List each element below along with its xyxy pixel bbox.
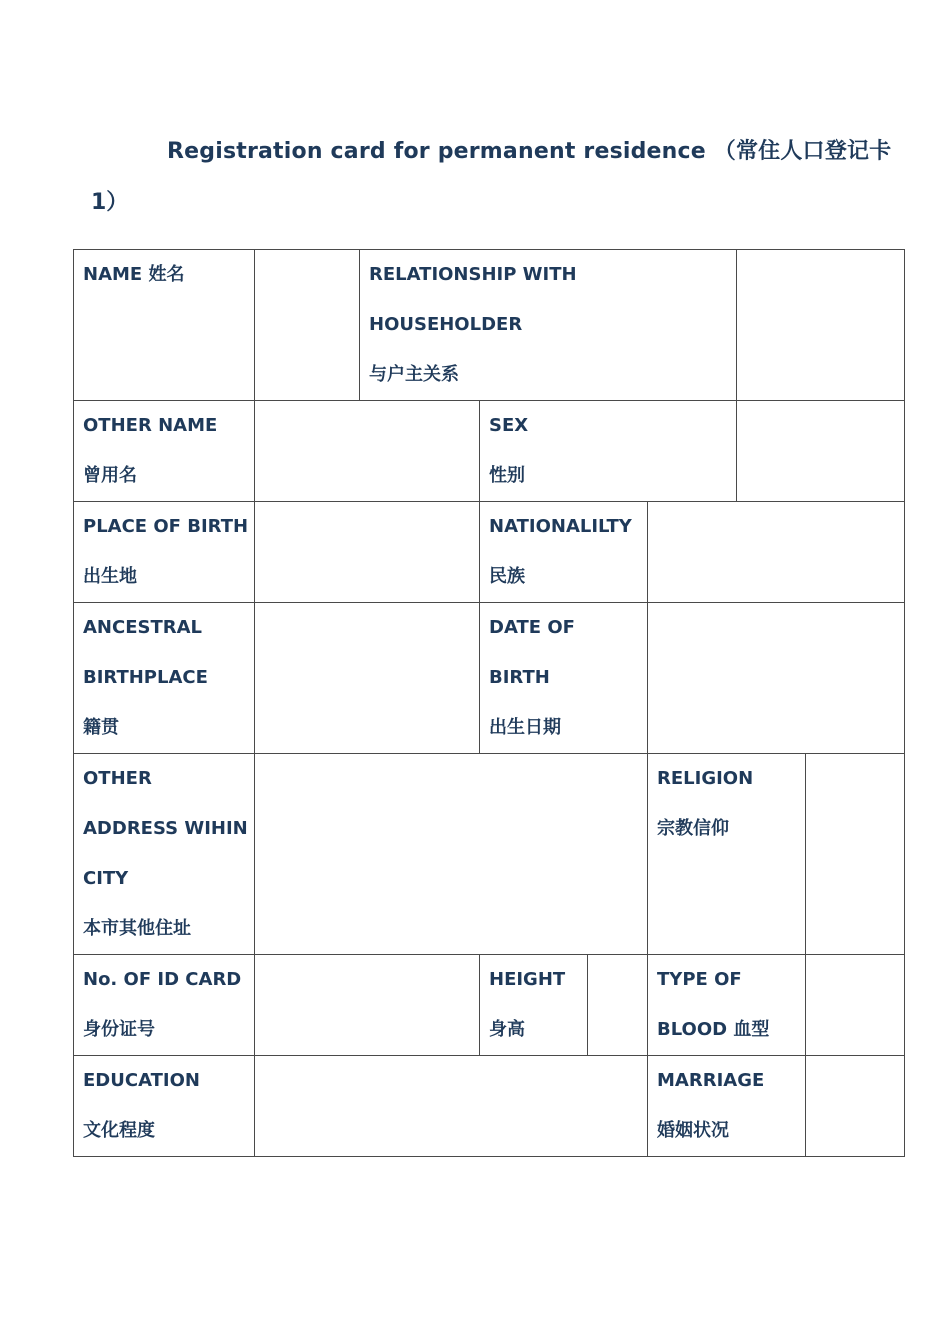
nationality-label-line-2: 民族 [489, 566, 525, 587]
place-of-birth-label-line-1: PLACE OF BIRTH [83, 516, 249, 537]
date-of-birth-label-line-1: DATE OF [489, 617, 575, 638]
religion-label-line-1: RELIGION [657, 768, 754, 789]
other-address-label-line-1: OTHER [83, 768, 152, 789]
marriage-value-cell[interactable] [806, 1056, 905, 1157]
ancestral-label-cell [74, 603, 255, 754]
date-of-birth-value-cell[interactable] [648, 603, 905, 754]
relationship-label-cell [360, 250, 737, 401]
date-of-birth-label-line-3: 出生日期 [489, 717, 561, 738]
other-address-label-cell [74, 754, 255, 955]
marriage-label-cell [648, 1056, 806, 1157]
sex-label-line-1: SEX [489, 415, 529, 436]
sex-label-cell [480, 401, 737, 502]
sex-label-line-2: 性别 [489, 465, 525, 486]
id-card-label-cell [74, 955, 255, 1056]
ancestral-label-line-1: ANCESTRAL [83, 617, 203, 638]
relationship-label-line-2: HOUSEHOLDER [369, 314, 523, 335]
religion-value-cell[interactable] [806, 754, 905, 955]
sex-value-cell[interactable] [737, 401, 905, 502]
id-card-label-line-1: No. OF ID CARD [83, 969, 242, 990]
other-address-label-line-4: 本市其他住址 [83, 918, 191, 939]
other-address-label-line-2: ADDRESS WIHIN [83, 818, 248, 839]
height-label-line-2: 身高 [489, 1019, 525, 1040]
other-address-label-line-3: CITY [83, 868, 129, 889]
ancestral-label-line-2: BIRTHPLACE [83, 667, 208, 688]
other-name-label-cell [74, 401, 255, 502]
name-label: NAME 姓名 [83, 264, 185, 285]
marriage-label-line-1: MARRIAGE [657, 1070, 765, 1091]
relationship-value-cell[interactable] [737, 250, 905, 401]
form-title: Registration card for permanent residence （常住人口登记卡 [167, 139, 892, 164]
education-value-cell[interactable] [255, 1056, 648, 1157]
education-label-line-1: EDUCATION [83, 1070, 200, 1091]
relationship-label-line-1: RELATIONSHIP WITH [369, 264, 577, 285]
name-value-cell[interactable] [255, 250, 360, 401]
height-value-cell[interactable] [588, 955, 648, 1056]
nationality-label-cell [480, 502, 648, 603]
religion-label-line-2: 宗教信仰 [657, 818, 729, 839]
education-label-line-2: 文化程度 [83, 1120, 155, 1141]
other-name-label-line-1: OTHER NAME [83, 415, 218, 436]
registration-form-table [73, 249, 905, 1157]
place-of-birth-label-line-2: 出生地 [83, 566, 137, 587]
ancestral-value-cell[interactable] [255, 603, 480, 754]
marriage-label-line-2: 婚姻状况 [657, 1120, 729, 1141]
blood-type-label-line-2: BLOOD 血型 [657, 1019, 770, 1040]
other-address-value-cell[interactable] [255, 754, 648, 955]
height-label-line-1: HEIGHT [489, 969, 566, 990]
form-title-continuation: 1） [91, 190, 129, 215]
date-of-birth-label-line-2: BIRTH [489, 667, 550, 688]
place-of-birth-label-cell [74, 502, 255, 603]
other-name-value-cell[interactable] [255, 401, 480, 502]
id-card-value-cell[interactable] [255, 955, 480, 1056]
other-name-label-line-2: 曾用名 [83, 465, 137, 486]
height-label-cell [480, 955, 588, 1056]
religion-label-cell [648, 754, 806, 955]
education-label-cell [74, 1056, 255, 1157]
place-of-birth-value-cell[interactable] [255, 502, 480, 603]
date-of-birth-label-cell [480, 603, 648, 754]
nationality-value-cell[interactable] [648, 502, 905, 603]
relationship-label-line-3: 与户主关系 [369, 364, 459, 385]
ancestral-label-line-3: 籍贯 [83, 717, 119, 738]
blood-type-value-cell[interactable] [806, 955, 905, 1056]
blood-type-label-cell [648, 955, 806, 1056]
id-card-label-line-2: 身份证号 [83, 1019, 155, 1040]
nationality-label-line-1: NATIONALILTY [489, 516, 632, 537]
blood-type-label-line-1: TYPE OF [657, 969, 742, 990]
name-label-cell [74, 250, 255, 401]
